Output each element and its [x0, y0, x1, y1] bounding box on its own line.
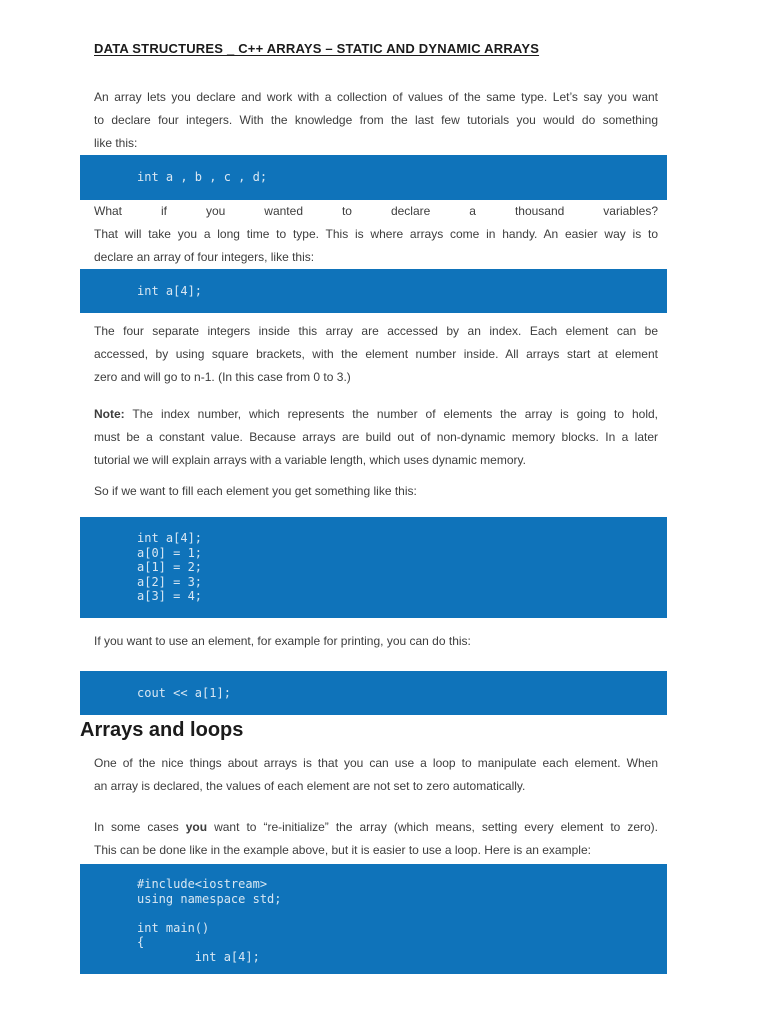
- text-line: If you want to use an element, for example for printing, you can do this:: [94, 633, 471, 648]
- text-line: an array is declared, the values of each element are not set to zero automatically.: [94, 779, 526, 793]
- code-line: cout << a[1];: [137, 685, 231, 700]
- code-line: [137, 906, 667, 921]
- text-line: What if you wanted to declare a thousand variables?: [94, 203, 658, 218]
- text-line: to declare four integers. With the knowledge from the last few tutorials you would do something: [94, 113, 658, 127]
- paragraph-intro: [94, 86, 658, 155]
- text-line: One of the nice things about arrays is that you can use a loop to manipulate each element. When: [94, 756, 658, 770]
- code-line: a[0] = 1;: [137, 545, 203, 560]
- text-line: That will take you a long time to type. This is where arrays come in handy. An easier way is to: [94, 226, 658, 241]
- code-line: {: [137, 935, 145, 949]
- paragraph-index-access: [94, 320, 658, 389]
- text-run: want to “re-initialize” the array (which means, setting every element to zero).: [207, 820, 658, 834]
- bold-you: you: [185, 820, 208, 834]
- text-line: must be a constant value. Because arrays are build out of non-dynamic memory blocks. In a later: [94, 430, 658, 444]
- code-block-array-declaration: [80, 269, 667, 314]
- text-line: zero and will go to n-1. (In this case from 0 to 3.): [94, 370, 351, 384]
- code-line: int a[4];: [137, 949, 260, 964]
- code-line: a[3] = 4;: [137, 589, 203, 603]
- code-line: a[2] = 3;: [137, 574, 203, 589]
- code-line: a[1] = 2;: [137, 560, 203, 574]
- text-run: In some cases: [94, 820, 186, 834]
- text-line: The four separate integers inside this array are accessed by an index. Each element can be: [94, 324, 658, 338]
- code-block-declare-ints: [80, 155, 667, 200]
- code-line: using namespace std;: [137, 891, 282, 906]
- paragraph-note: [94, 403, 658, 472]
- code-line: #include<iostream>: [137, 877, 268, 891]
- paragraph-fill-elements: [94, 480, 658, 503]
- code-block-main-program: [80, 864, 667, 974]
- text-line: like this:: [94, 136, 138, 150]
- text-line: This can be done like in the example above, but it is easier to use a loop. Here is an example:: [94, 843, 591, 857]
- text-line: [94, 816, 658, 839]
- code-line: int a , b , c , d;: [137, 170, 268, 184]
- text-line: So if we want to fill each element you get something like this:: [94, 484, 417, 498]
- code-block-fill-elements: [80, 517, 667, 618]
- paragraph-loops-intro: [94, 752, 658, 798]
- text-line: accessed, by using square brackets, with the element number inside. All arrays start at element: [94, 347, 658, 361]
- section-heading-arrays-and-loops: Arrays and loops: [80, 719, 244, 741]
- text-line: [94, 403, 658, 426]
- code-block-cout: [80, 671, 667, 716]
- paragraph-print-element: [94, 630, 658, 653]
- paragraph-thousand-variables: [94, 200, 658, 269]
- text-line: An array lets you declare and work with a collection of values of the same type. Let’s say you want: [94, 90, 658, 104]
- note-label: Note:: [94, 407, 125, 421]
- code-line: int main(): [137, 920, 210, 935]
- text-line: declare an array of four integers, like this:: [94, 249, 315, 264]
- text-line: tutorial we will explain arrays with a variable length, which uses dynamic memory.: [94, 453, 526, 467]
- code-line: int a[4];: [137, 283, 203, 298]
- text-run: The index number, which represents the number of elements the array is going to hold,: [124, 407, 658, 421]
- code-line: int a[4];: [137, 531, 203, 545]
- paragraph-reinitialize: [94, 816, 658, 862]
- document-title: DATA STRUCTURES _ C++ ARRAYS – STATIC AND DYNAMIC ARRAYS: [94, 41, 540, 56]
